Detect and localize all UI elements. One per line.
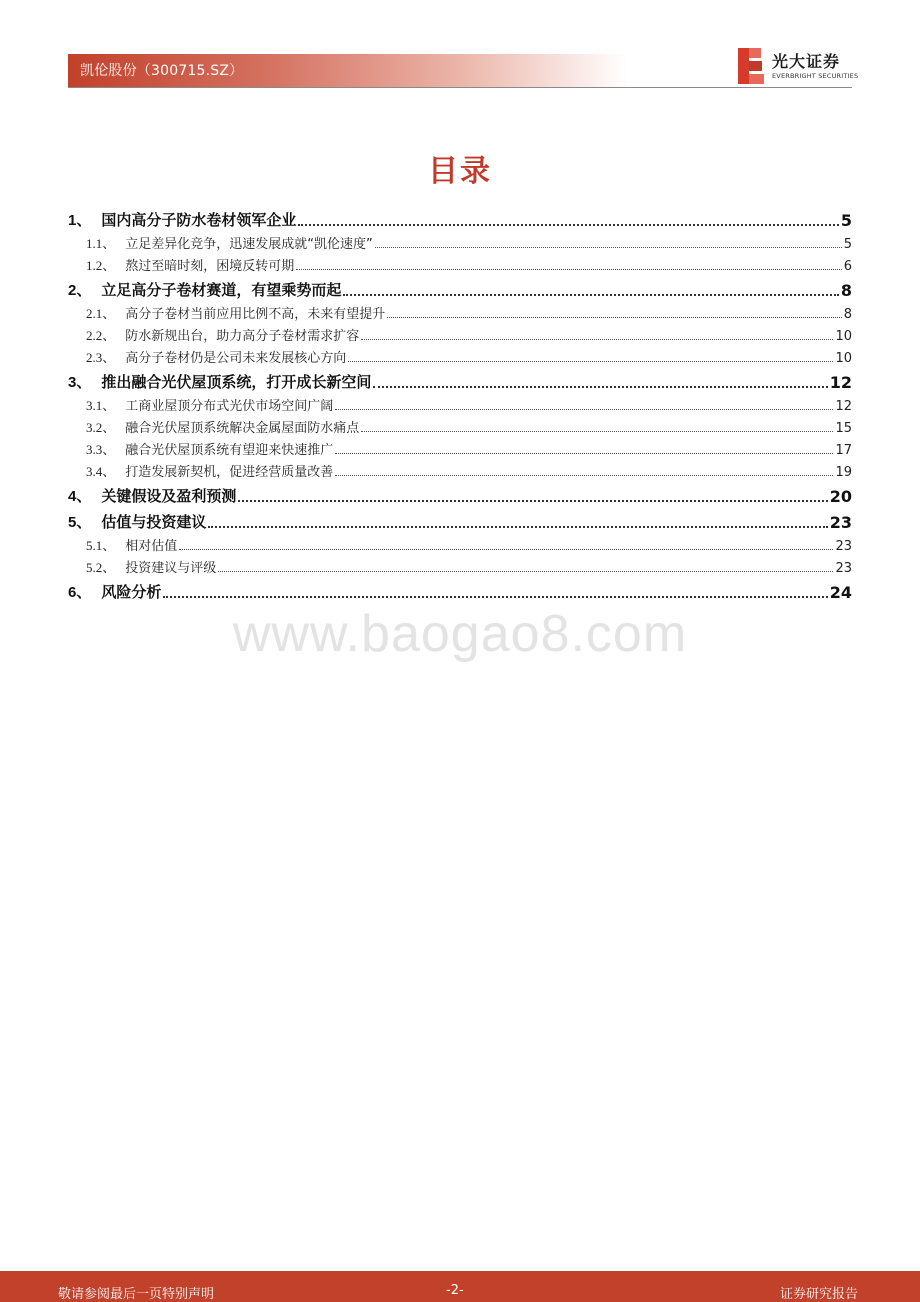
- toc-entry-page: 5: [843, 237, 852, 252]
- toc-entry-page: 23: [835, 561, 852, 576]
- toc-entry-title: 关键假设及盈利预测: [101, 487, 237, 505]
- company-name: 凯伦股份（300715.SZ）: [80, 63, 244, 79]
- toc-entry-page: 10: [835, 329, 852, 344]
- toc-entry-page: 23: [835, 539, 852, 554]
- toc-entry-level1[interactable]: [68, 576, 852, 602]
- toc-entry-number: 5.1、: [86, 538, 116, 553]
- toc-entry-level2[interactable]: [68, 532, 852, 554]
- toc-entry-page: 17: [835, 443, 852, 458]
- toc-leader-dots: [348, 361, 833, 362]
- toc-leader-dots: [163, 596, 827, 598]
- toc-entry-page: 10: [835, 351, 852, 366]
- toc-leader-dots: [361, 339, 833, 340]
- logo-english-text: EVERBRIGHT SECURITIES: [772, 72, 859, 80]
- watermark: www.baogao8.com: [232, 605, 688, 663]
- toc-entry-number: 3.2、: [86, 420, 116, 435]
- toc-entry-page: 12: [829, 373, 852, 392]
- toc-entry-number: 1.2、: [86, 258, 116, 273]
- toc-entry-page: 23: [829, 513, 852, 532]
- toc-entry-level2[interactable]: [68, 344, 852, 366]
- toc-entry-title: 熬过至暗时刻，困境反转可期: [125, 259, 295, 274]
- toc-entry-number: 3.3、: [86, 442, 116, 457]
- toc-entry-level2[interactable]: [68, 414, 852, 436]
- toc-leader-dots: [238, 500, 827, 502]
- toc-entry-page: 8: [843, 307, 852, 322]
- toc-entry-number: 3.4、: [86, 464, 116, 479]
- toc-leader-dots: [298, 224, 839, 226]
- toc-entry-page: 20: [829, 487, 852, 506]
- toc-entry-level2[interactable]: [68, 230, 852, 252]
- toc-entry-number: 3.1、: [86, 398, 116, 413]
- toc-leader-dots: [335, 409, 833, 410]
- toc-leader-dots: [361, 431, 833, 432]
- toc-entry-title: 防水新规出台，助力高分子卷材需求扩容: [125, 329, 360, 344]
- toc-entry-title: 融合光伏屋顶系统有望迎来快速推广: [125, 443, 334, 458]
- footer-report-type: 证券研究报告: [779, 1287, 858, 1302]
- toc-entry-title: 工商业屋顶分布式光伏市场空间广阔: [125, 399, 334, 414]
- toc-entry-level2[interactable]: [68, 300, 852, 322]
- toc-entry-page: 6: [843, 259, 852, 274]
- toc-entry-level2[interactable]: [68, 392, 852, 414]
- toc-entry-number: 5.2、: [86, 560, 116, 575]
- everbright-logo-icon: [738, 48, 764, 84]
- toc-entry-title: 估值与投资建议: [101, 513, 207, 531]
- toc-leader-dots: [335, 453, 833, 454]
- toc-leader-dots: [179, 549, 833, 550]
- toc-entry-number: 4、: [68, 488, 92, 505]
- toc-entry-page: 5: [840, 211, 852, 230]
- toc-entry-level2[interactable]: [68, 322, 852, 344]
- toc-entry-level2[interactable]: [68, 458, 852, 480]
- toc-entry-page: 12: [835, 399, 852, 414]
- page-number: -2-: [446, 1283, 464, 1298]
- brand-logo: [738, 48, 858, 84]
- toc-entry-title: 高分子卷材当前应用比例不高，未来有望提升: [125, 307, 386, 322]
- toc-entry-level2[interactable]: [68, 436, 852, 458]
- toc-leader-dots: [375, 247, 842, 248]
- toc-entry-number: 5、: [68, 514, 92, 531]
- toc-entry-level2[interactable]: [68, 554, 852, 576]
- toc-entry-title: 推出融合光伏屋顶系统，打开成长新空间: [101, 373, 372, 391]
- page-title: 目录: [428, 154, 492, 189]
- table-of-contents: [68, 204, 852, 602]
- toc-entry-title: 风险分析: [101, 583, 162, 601]
- footer-band: [0, 1271, 920, 1302]
- toc-entry-page: 8: [840, 281, 852, 300]
- toc-leader-dots: [296, 269, 841, 270]
- toc-entry-number: 3、: [68, 374, 92, 391]
- toc-entry-number: 2、: [68, 282, 92, 299]
- toc-entry-number: 1.1、: [86, 236, 116, 251]
- toc-entry-title: 相对估值: [125, 539, 178, 554]
- toc-leader-dots: [343, 294, 839, 296]
- toc-entry-title: 投资建议与评级: [125, 561, 217, 576]
- toc-entry-level2[interactable]: [68, 252, 852, 274]
- toc-entry-level1[interactable]: [68, 274, 852, 300]
- toc-entry-level1[interactable]: [68, 506, 852, 532]
- toc-leader-dots: [218, 571, 833, 572]
- toc-entry-number: 2.3、: [86, 350, 116, 365]
- toc-entry-number: 1、: [68, 212, 92, 229]
- toc-entry-level1[interactable]: [68, 204, 852, 230]
- toc-entry-page: 15: [835, 421, 852, 436]
- toc-entry-level1[interactable]: [68, 366, 852, 392]
- toc-entry-level1[interactable]: [68, 480, 852, 506]
- toc-entry-title: 融合光伏屋顶系统解决金属屋面防水痛点: [125, 421, 360, 436]
- toc-leader-dots: [208, 526, 827, 528]
- toc-entry-number: 2.2、: [86, 328, 116, 343]
- toc-leader-dots: [335, 475, 833, 476]
- toc-entry-title: 打造发展新契机，促进经营质量改善: [125, 465, 334, 480]
- toc-leader-dots: [387, 317, 841, 318]
- toc-entry-page: 24: [829, 583, 852, 602]
- toc-entry-page: 19: [835, 465, 852, 480]
- toc-entry-title: 立足差异化竞争，迅速发展成就“凯伦速度”: [125, 237, 373, 252]
- toc-entry-title: 立足高分子卷材赛道，有望乘势而起: [101, 281, 342, 299]
- footer-disclaimer-note: 敬请参阅最后一页特别声明: [58, 1287, 215, 1302]
- toc-entry-title: 国内高分子防水卷材领军企业: [101, 211, 297, 229]
- toc-entry-number: 2.1、: [86, 306, 116, 321]
- toc-entry-title: 高分子卷材仍是公司未来发展核心方向: [125, 351, 347, 366]
- header-divider: [68, 87, 852, 88]
- toc-leader-dots: [373, 386, 827, 388]
- logo-chinese-text: 光大证券: [772, 52, 841, 71]
- toc-entry-number: 6、: [68, 584, 92, 601]
